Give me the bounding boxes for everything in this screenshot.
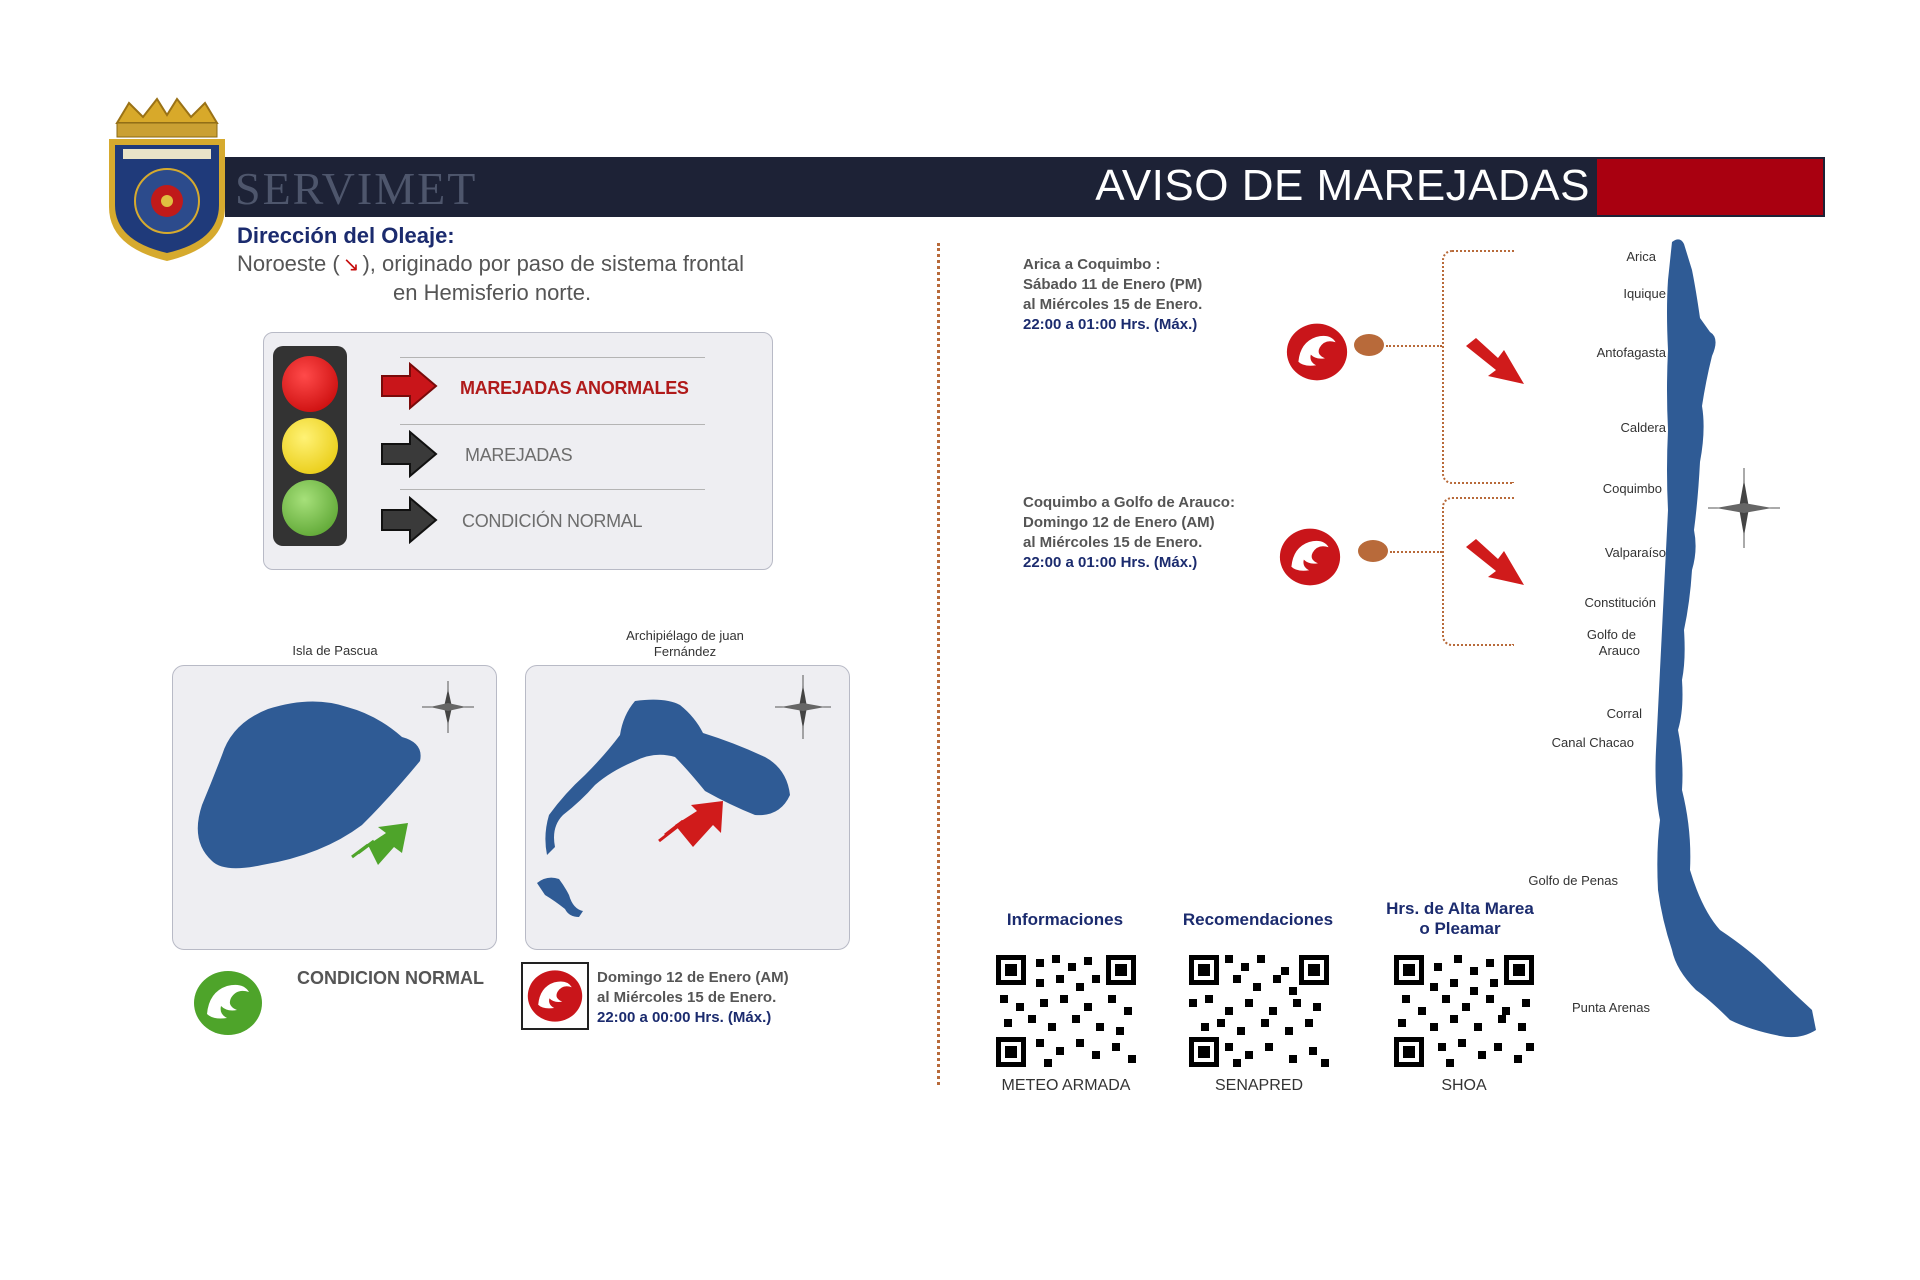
direction-line-1 <box>237 251 744 277</box>
zone-1-line3: 22:00 a 01:00 Hrs. (Máx.) <box>1023 316 1198 333</box>
brand-name: SERVIMET <box>235 163 478 214</box>
vertical-divider <box>937 243 940 1085</box>
zone-2-text <box>1023 493 1235 573</box>
legend-divider <box>400 489 705 490</box>
city-label: Valparaíso <box>1604 545 1666 560</box>
city-label: Coquimbo <box>1602 481 1662 496</box>
legend-divider <box>400 357 705 358</box>
qr-footer-shoa: SHOA <box>1441 1077 1487 1094</box>
zone-1-line1: Sábado 11 de Enero (PM) <box>1023 276 1203 293</box>
city-label: Punta Arenas <box>1571 1000 1650 1015</box>
direction-arrow-icon: ↘ <box>342 254 360 276</box>
city-label: Arica <box>1626 249 1656 264</box>
zone-2-name: Coquimbo a Golfo de Arauco: <box>1023 494 1235 511</box>
juan-fernandez-caption-line1: Archipiélago de juan <box>626 628 744 643</box>
city-label: Golfo de Penas <box>1528 873 1618 888</box>
juan-fernandez-alert-line3: 22:00 a 00:00 Hrs. (Máx.) <box>597 1009 772 1026</box>
city-label: Antofagasta <box>1596 345 1666 360</box>
legend-label-swells: MAREJADAS <box>465 445 573 465</box>
city-label: Canal Chacao <box>1551 735 1634 750</box>
juan-fernandez-caption-line2: Fernández <box>653 644 717 659</box>
page-title: AVISO DE MAREJADAS ANORMALES <box>1095 161 1590 262</box>
connector-line <box>1390 551 1442 553</box>
qr-code-icon[interactable] <box>996 955 1136 1067</box>
traffic-light-icon <box>273 346 347 546</box>
qr-heading-tides-line1: Hrs. de Alta Marea <box>1386 899 1534 918</box>
pascua-status: CONDICION NORMAL <box>297 968 484 988</box>
pascua-caption: Isla de Pascua <box>292 643 378 658</box>
zone-1-arrow-icon <box>1462 336 1528 388</box>
juan-fernandez-alert-line1: Domingo 12 de Enero (AM) <box>597 969 789 986</box>
direction-line-1-start: Noroeste ( <box>237 251 340 276</box>
zone-2-arrow-icon <box>1462 537 1528 589</box>
connector-line <box>1386 345 1442 347</box>
red-arrow-icon <box>380 362 438 410</box>
direction-line-2: en Hemisferio norte. <box>393 280 592 305</box>
crest-icon <box>105 95 230 265</box>
wave-alert-icon <box>527 968 583 1024</box>
qr-heading-info: Informaciones <box>1006 910 1124 929</box>
zone-2-line3: 22:00 a 01:00 Hrs. (Máx.) <box>1023 554 1198 571</box>
qr-heading-recommendations: Recomendaciones <box>1182 910 1334 929</box>
zone-1-text <box>1023 255 1202 335</box>
juan-fernandez-caption <box>600 628 770 660</box>
compass-rose-icon <box>1708 468 1780 548</box>
city-label: Caldera <box>1620 420 1666 435</box>
green-lamp <box>282 480 338 536</box>
dark-arrow-icon <box>380 496 438 544</box>
qr-heading-tides-line2: o Pleamar <box>1419 919 1501 938</box>
zone-1-line2: al Miércoles 15 de Enero. <box>1023 296 1203 313</box>
dark-arrow-icon <box>380 430 438 478</box>
qr-code-icon[interactable] <box>1189 955 1329 1067</box>
wave-alert-icon <box>1286 322 1348 382</box>
legend-label-normal: CONDICIÓN NORMAL <box>462 511 643 531</box>
city-label: Iquique <box>1623 286 1666 301</box>
zone-2-line2: al Miércoles 15 de Enero. <box>1023 534 1203 551</box>
qr-heading-tides <box>1360 899 1560 939</box>
city-label: Constitución <box>1584 595 1656 610</box>
city-label: Golfo de <box>1586 627 1636 642</box>
legend-divider <box>400 424 705 425</box>
red-lamp <box>282 356 338 412</box>
direction-line-1-end: ), originado por paso de sistema frontal <box>362 251 745 276</box>
city-label: Corral <box>1606 706 1642 721</box>
qr-footer-senapred: SENAPRED <box>1214 1077 1304 1094</box>
qr-footer-meteo: METEO ARMADA <box>1001 1077 1131 1094</box>
header-red-block <box>1595 157 1825 217</box>
yellow-lamp <box>282 418 338 474</box>
juan-fernandez-alert <box>597 968 789 1028</box>
compass-rose-icon <box>775 675 831 739</box>
legend-label-abnormal: MAREJADAS ANORMALES <box>460 378 689 398</box>
connector-dot <box>1358 540 1388 562</box>
wave-alert-icon <box>1279 527 1341 587</box>
qr-code-icon[interactable] <box>1394 955 1534 1067</box>
wave-normal-icon <box>193 970 263 1036</box>
zone-2-line1: Domingo 12 de Enero (AM) <box>1023 514 1215 531</box>
direction-heading: Dirección del Oleaje: <box>237 223 455 248</box>
zone-1-name: Arica a Coquimbo : <box>1023 256 1161 273</box>
juan-fernandez-map <box>525 665 850 950</box>
compass-rose-icon <box>422 681 474 733</box>
city-label: Arauco <box>1598 643 1640 658</box>
juan-fernandez-alert-line2: al Miércoles 15 de Enero. <box>597 989 777 1006</box>
connector-dot <box>1354 334 1384 356</box>
pascua-map <box>172 665 497 950</box>
